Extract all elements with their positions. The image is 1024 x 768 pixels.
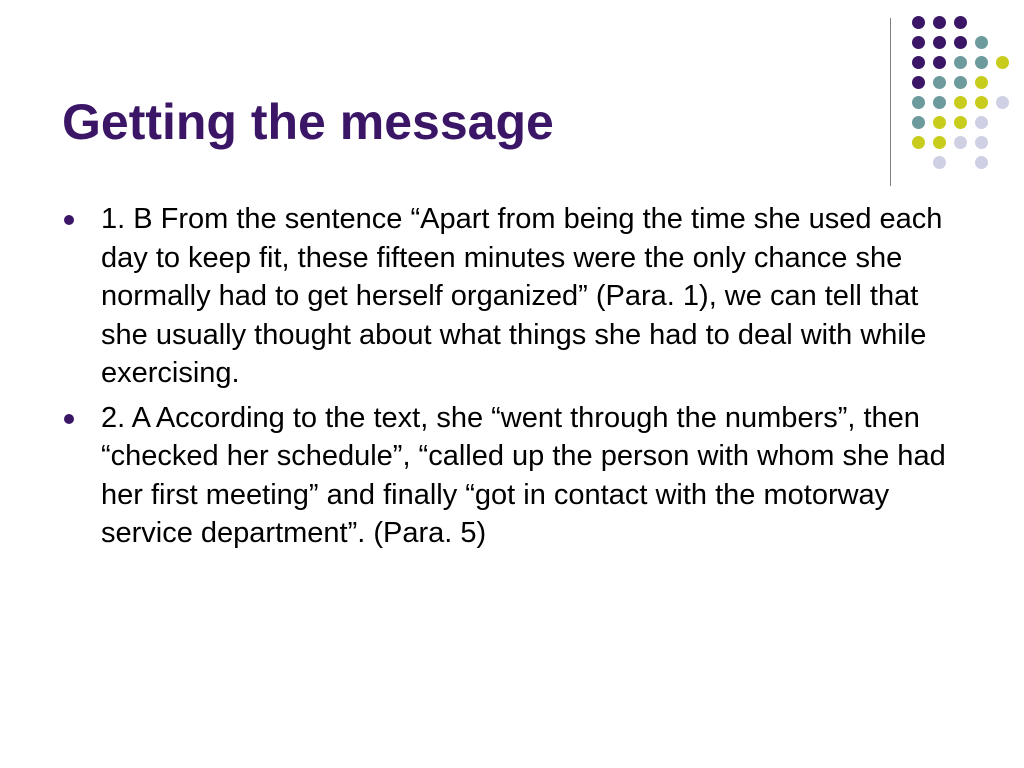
decorative-dot-yellow (975, 96, 988, 109)
decorative-dot-yellow (996, 56, 1009, 69)
decorative-dot-purple (954, 16, 967, 29)
bullet-list (62, 200, 972, 559)
bullet-item-1 (62, 200, 972, 393)
decorative-dot-purple (933, 16, 946, 29)
bullet-dot-icon (64, 414, 74, 424)
decorative-dot-teal (954, 56, 967, 69)
decorative-dot-lavender (975, 136, 988, 149)
decorative-dot-teal (933, 76, 946, 89)
decorative-dot-lavender (933, 156, 946, 169)
decorative-dot-teal (912, 116, 925, 129)
bullet-text-1: 1. B From the sentence “Apart from being the time she used each day to keep fit, these fifteen minutes were the only chance she normally had to get herself organized” (Para. 1), we can tell that she usually thought about what things she had to deal with while exercising. (101, 203, 943, 389)
decorative-dot-teal (975, 36, 988, 49)
decorative-dot-yellow (954, 116, 967, 129)
decorative-dot-purple (912, 16, 925, 29)
decorative-dot-teal (912, 96, 925, 109)
decorative-dot-yellow (975, 76, 988, 89)
decorative-dot-lavender (996, 96, 1009, 109)
bullet-item-2 (62, 399, 972, 553)
decorative-dot-purple (912, 56, 925, 69)
decorative-dot-purple (954, 36, 967, 49)
decorative-dot-lavender (975, 156, 988, 169)
decorative-dot-purple (933, 36, 946, 49)
decorative-dot-yellow (933, 116, 946, 129)
decorative-dot-teal (954, 76, 967, 89)
decorative-dot-yellow (912, 136, 925, 149)
slide-title: Getting the message (62, 94, 554, 150)
decorative-dot-purple (933, 56, 946, 69)
title-divider-line (890, 18, 891, 186)
decorative-dot-purple (912, 76, 925, 89)
decorative-dot-yellow (954, 96, 967, 109)
decorative-dot-lavender (954, 136, 967, 149)
decorative-dot-lavender (975, 116, 988, 129)
bullet-dot-icon (64, 215, 74, 225)
decorative-dot-purple (912, 36, 925, 49)
bullet-text-2: 2. A According to the text, she “went through the numbers”, then “checked her schedule”, “called up the person with whom she had her first meeting” and finally “got in contact with the motorway service department”. (Para. 5) (101, 401, 946, 549)
decorative-dot-teal (933, 96, 946, 109)
decorative-dot-yellow (933, 136, 946, 149)
decorative-dot-teal (975, 56, 988, 69)
